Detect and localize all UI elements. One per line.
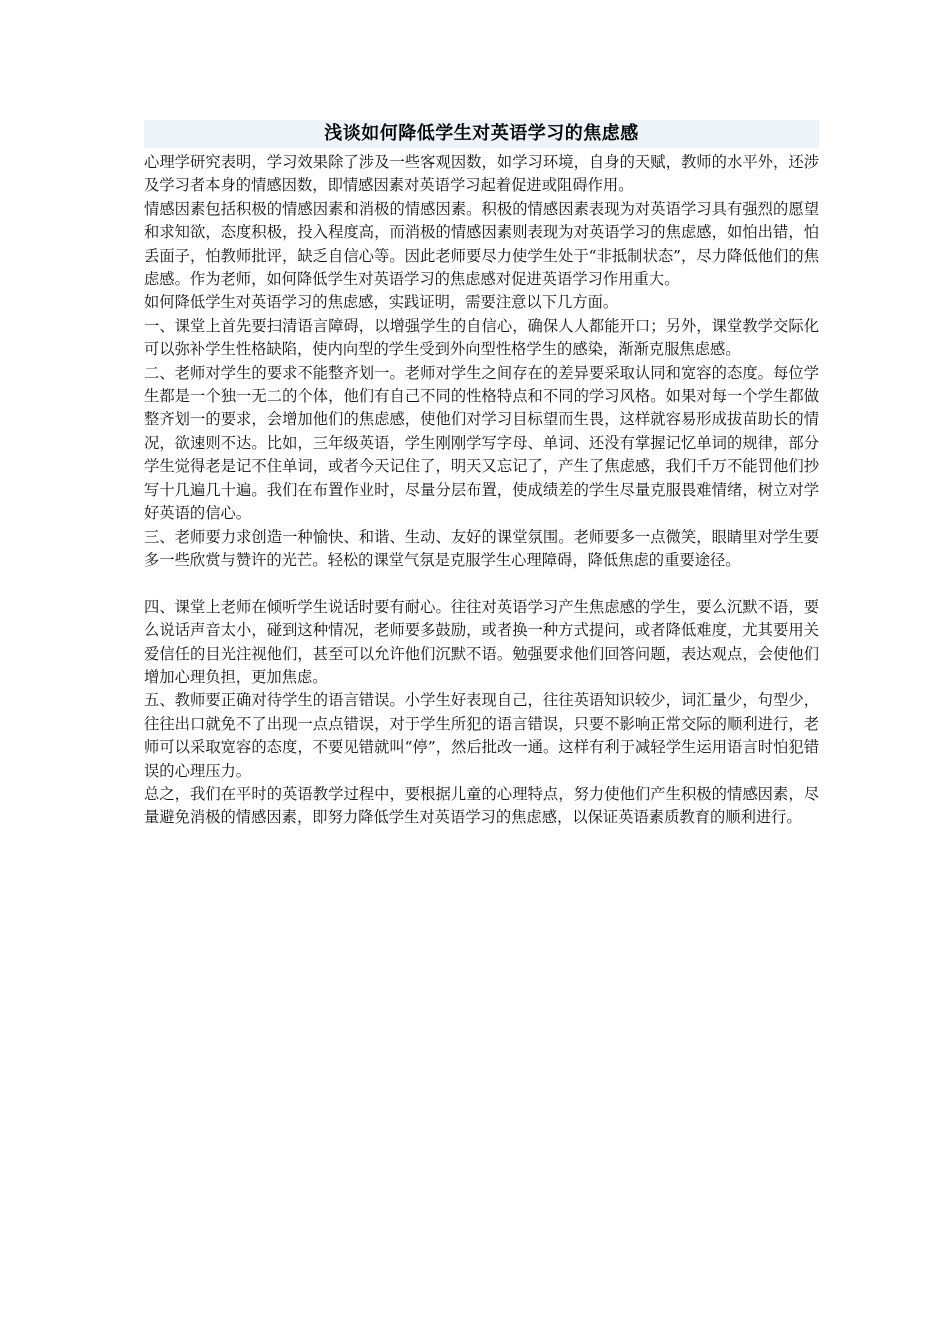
- paragraph-conclusion: 总之，我们在平时的英语教学过程中，要根据儿童的心理特点，努力使他们产生积极的情感因素，尽量避免消极的情感因素，即努力降低学生对英语学习的焦虑感，以保证英语素质教育的顺利进行。: [144, 784, 819, 827]
- blank-line: [144, 572, 819, 595]
- title-bar: [144, 120, 819, 148]
- paragraph-point-three: 三、老师要力求创造一种愉快、和谐、生动、友好的课堂氛围。老师要多一点微笑，眼睛里对学生要多一些欣赏与赞许的光芒。轻松的课堂气氛是克服学生心理障碍，降低焦虑的重要途径。: [144, 527, 819, 569]
- paragraph-emotional-factors: 情感因素包括积极的情感因素和消极的情感因素。积极的情感因素表现为对英语学习具有强烈的愿望和求知欲，态度积极，投入程度高，而消极的情感因素则表现为对英语学习的焦虑感，如怕出错，怕丢面子，怕教师批评，缺乏自信心等。因此老师要尽力使学生处于“非抵制状态”，尽力降低他们的焦虑感。作为老师，如何降低学生对英语学习的焦虑感对促进英语学习作用重大。: [144, 199, 819, 289]
- paragraph-methods-lead: 如何降低学生对英语学习的焦虑感，实践证明，需要注意以下几方面。: [144, 293, 619, 312]
- paragraph-point-four: 四、课堂上老师在倾听学生说话时要有耐心。往往对英语学习产生焦虑感的学生，要么沉默不语，要么说话声音太小，碰到这种情况，老师要多鼓励，或者换一种方式提问，或者降低难度，尤其要用关爱信任的目光注视他们，甚至可以允许他们沉默不语。勉强要求他们回答问题，表达观点，会使他们增加心理负担，更加焦虑。: [144, 597, 819, 686]
- document-body: [144, 120, 819, 830]
- paragraph-intro: 心理学研究表明，学习效果除了涉及一些客观因数，如学习环境，自身的天赋，教师的水平外，还涉及学习者本身的情感因数，即情感因素对英语学习起着促进或阻碍作用。: [144, 153, 819, 195]
- paragraph-point-one: 一、课堂上首先要扫清语言障碍，以增强学生的自信心，确保人人都能开口；另外，课堂教学交际化可以弥补学生性格缺陷，使内向型的学生受到外向型性格学生的感染，渐渐克服焦虑感。: [144, 316, 819, 359]
- paragraph-point-five: 五、教师要正确对待学生的语言错误。小学生好表现自己，往往英语知识较少，词汇量少，句型少，往往出口就免不了出现一点点错误，对于学生所犯的语言错误，只要不影响正常交际的顺利进行，老师可以采取宽容的态度，不要见错就叫“停”，然后批改一通。这样有利于减轻学生运用语言时怕犯错误的心理压力。: [144, 691, 819, 780]
- paragraph-point-two: 二、老师对学生的要求不能整齐划一。老师对学生之间存在的差异要采取认同和宽容的态度。每位学生都是一个独一无二的个体，他们有自己不同的性格特点和不同的学习风格。如果对每一个学生都做整齐划一的要求，会增加他们的焦虑感，使他们对学习目标望而生畏，这样就容易形成拔苗助长的情况，欲速则不达。比如，三年级英语，学生刚刚学写字母、单词、还没有掌握记忆单词的规律，部分学生觉得老是记不住单词，或者今天记住了，明天又忘记了，产生了焦虑感，我们千万不能罚他们抄写十几遍几十遍。我们在布置作业时，尽量分层布置，使成绩差的学生尽量克服畏难情绪，树立对学好英语的信心。: [144, 363, 819, 523]
- page-title: 浅谈如何降低学生对英语学习的焦虑感: [324, 123, 639, 144]
